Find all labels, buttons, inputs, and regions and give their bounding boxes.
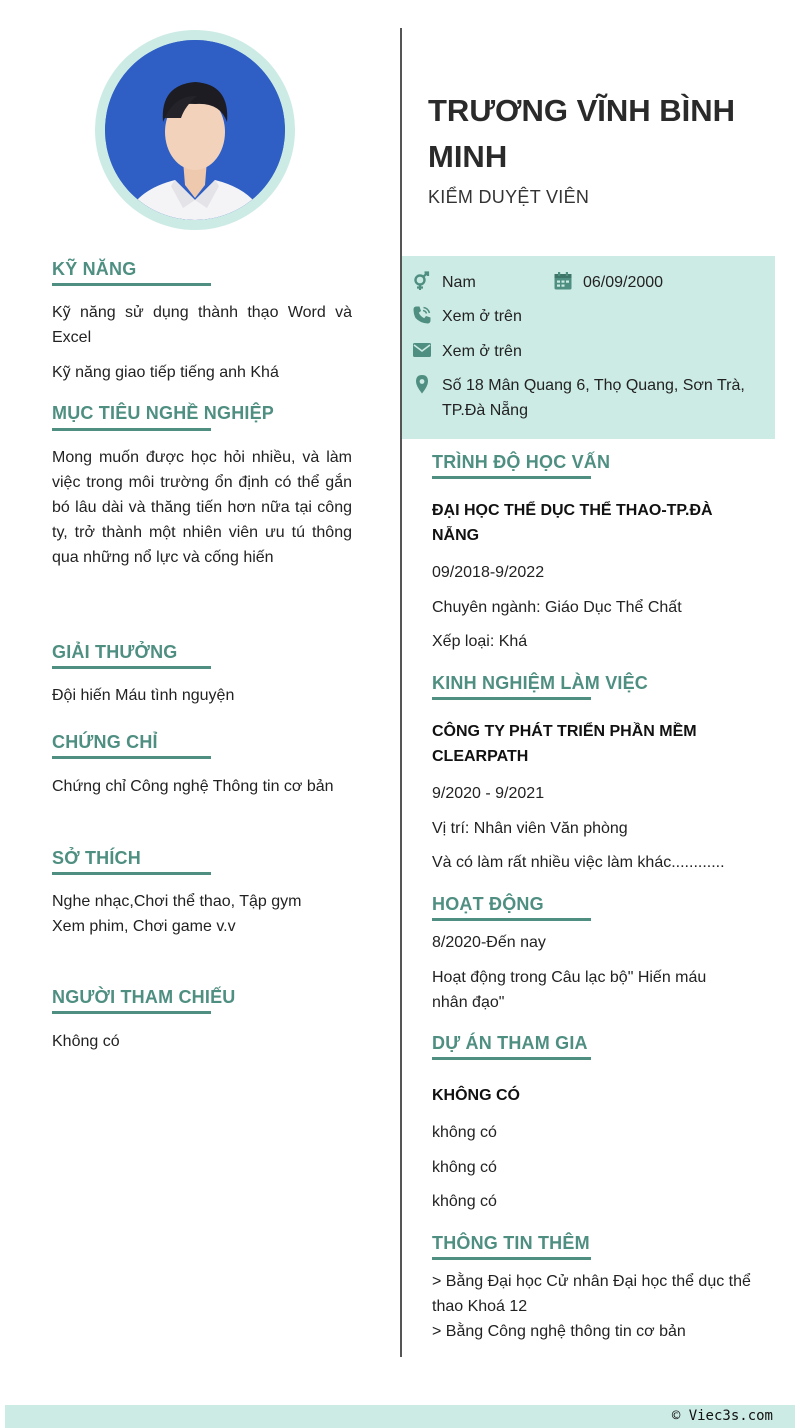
extra-line: > Bằng Đại học Cử nhân Đại học thể dục thể thao Khoá 12 [432, 1273, 751, 1315]
hobbies-line: Xem phim, Chơi game v.v [52, 918, 236, 935]
project-name: KHÔNG CÓ [432, 1087, 520, 1104]
references-underline [52, 1011, 211, 1014]
objective-title: MỤC TIÊU NGHỀ NGHIỆP [52, 403, 275, 423]
footer-bar [5, 1405, 795, 1428]
references-title: NGƯỜI THAM CHIẾU [52, 987, 236, 1007]
activities-title: HOẠT ĐỘNG [432, 894, 544, 914]
activities-period: 8/2020-Đến nay [432, 934, 546, 951]
experience-underline [432, 697, 591, 700]
experience-company: CÔNG TY PHÁT TRIỂN PHẦN MỀM CLEARPATH [432, 723, 697, 765]
portrait-photo-icon [105, 40, 285, 220]
experience-position: Vị trí: Nhân viên Văn phòng [432, 820, 628, 837]
certificates-text: Chứng chỉ Công nghệ Thông tin cơ bản [52, 778, 334, 795]
contact-birthday: 06/09/2000 [583, 274, 664, 291]
education-underline [432, 476, 591, 479]
extra-title: THÔNG TIN THÊM [432, 1233, 590, 1253]
column-divider [400, 28, 402, 1357]
profile-name: TRƯƠNG VĨNH BÌNH MINH [428, 93, 736, 174]
skill-item: Kỹ năng sử dụng thành thạo Word và Excel [52, 304, 352, 346]
project-line: không có [432, 1124, 497, 1141]
hobbies-title: SỞ THÍCH [52, 848, 141, 868]
objective-underline [52, 428, 211, 431]
awards-underline [52, 666, 211, 669]
contact-phone: Xem ở trên [442, 308, 522, 325]
activities-text: Hoạt động trong Câu lạc bộ" Hiến máu nhân đạo" [432, 969, 707, 1011]
experience-title: KINH NGHIỆM LÀM VIỆC [432, 673, 649, 693]
awards-title: GIẢI THƯỞNG [52, 642, 178, 662]
hobbies-underline [52, 872, 211, 875]
skills-underline [52, 283, 211, 286]
project-line: không có [432, 1193, 497, 1210]
education-period: 09/2018-9/2022 [432, 564, 545, 581]
extra-line: > Bằng Công nghệ thông tin cơ bản [432, 1323, 686, 1340]
education-school: ĐẠI HỌC THỂ DỤC THỂ THAO-TP.ĐÀ NẴNG [432, 502, 713, 544]
contact-email: Xem ở trên [442, 343, 522, 360]
contact-gender: Nam [442, 274, 476, 291]
experience-note: Và có làm rất nhiều việc làm khác............ [432, 854, 725, 871]
education-major: Chuyên ngành: Giáo Dục Thể Chất [432, 599, 682, 616]
objective-text: Mong muốn được học hỏi nhiều, và làm việc trong môi trường ổn định có thể gắn bó lâu dài và thăng tiến hơn nữa tại công ty, trở thành một nhiên viên ưu tú thông qua những nổ lực và cống hiến [52, 449, 352, 566]
experience-period: 9/2020 - 9/2021 [432, 785, 545, 802]
skill-item: Kỹ năng giao tiếp tiếng anh Khá [52, 364, 279, 381]
contact-address: Số 18 Mân Quang 6, Thọ Quang, Sơn Trà, TP.Đà Nẵng [442, 377, 745, 419]
projects-underline [432, 1057, 591, 1060]
extra-underline [432, 1257, 591, 1260]
location-pin-icon [412, 374, 432, 394]
gender-icon [412, 271, 432, 291]
hobbies-line: Nghe nhạc,Chơi thể thao, Tập gym [52, 893, 302, 910]
profile-role: KIỂM DUYỆT VIÊN [428, 187, 590, 207]
avatar-frame [95, 30, 295, 230]
skills-title: KỸ NĂNG [52, 259, 137, 279]
footer-watermark[interactable]: © Viec3s.com [671, 1408, 773, 1424]
calendar-icon [553, 271, 573, 291]
certificates-title: CHỨNG CHỈ [52, 732, 158, 752]
project-line: không có [432, 1159, 497, 1176]
avatar [105, 40, 285, 220]
education-title: TRÌNH ĐỘ HỌC VẤN [432, 452, 611, 472]
email-icon [412, 340, 432, 360]
education-grade: Xếp loại: Khá [432, 633, 528, 650]
references-text: Không có [52, 1033, 120, 1050]
phone-icon [412, 305, 432, 325]
awards-text: Đội hiến Máu tình nguyện [52, 687, 235, 704]
activities-underline [432, 918, 591, 921]
projects-title: DỰ ÁN THAM GIA [432, 1033, 588, 1053]
certificates-underline [52, 756, 211, 759]
